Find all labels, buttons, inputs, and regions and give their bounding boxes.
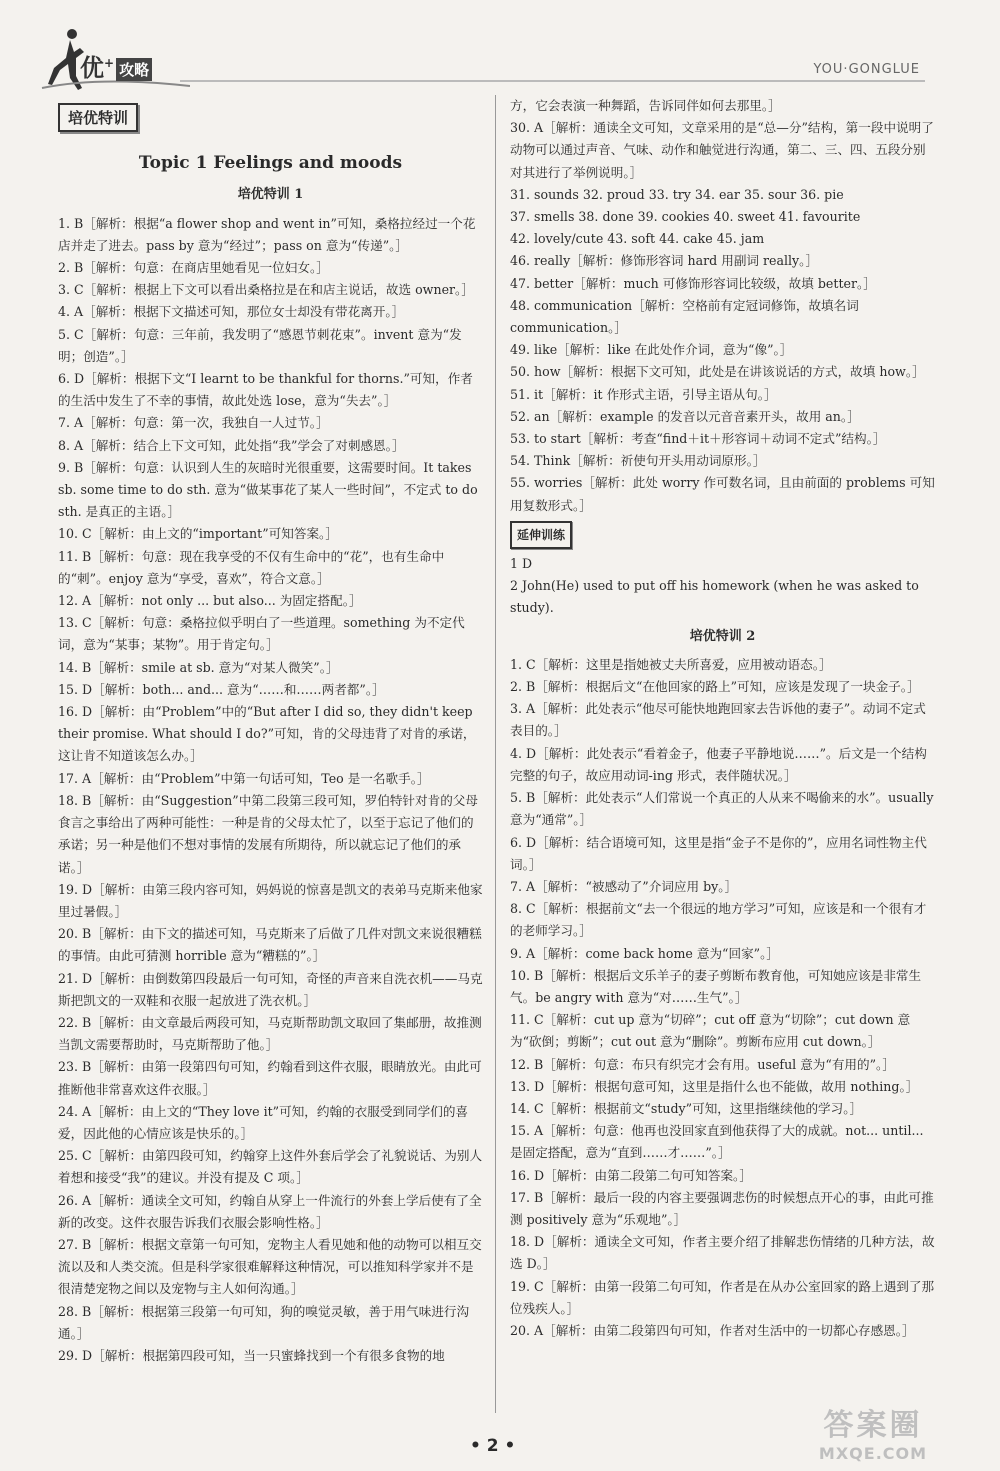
answer-item: 16. D［解析：由“Problem”中的“But after I did so, they didn't keep their promise. What should I do?”可知，肯的父母违背了对肯的承诺，这让肯不知道该怎么办。］ — [58, 704, 476, 764]
answer-item: 18. B［解析：由“Suggestion”中第二段第三段可知，罗伯特针对肯的父母食言之事给出了两种可能性：一种是肯的父母太忙了，以至于忘记了他们的承诺；另一种是他们不想对事情的发展有所期待，所以就忘记了他们的承诺。］ — [58, 792, 478, 875]
answer-item: 15. D［解析：both... and... 意为“……和……两者都”。］ — [58, 681, 385, 697]
drill2-answer-list — [510, 654, 935, 1342]
answer-item: 16. D［解析：由第二段第二句可知答案。］ — [510, 1167, 752, 1183]
answer-item: 13. C［解析：句意：桑格拉似乎明白了一些道理。something 为不定代词，意为“某事；某物”。用于肯定句。］ — [58, 615, 465, 653]
left-column — [58, 95, 483, 1367]
answer-item: 37. smells 38. done 39. cookies 40. sweet 41. favourite — [510, 209, 861, 225]
answer-item: 26. A［解析：通读全文可知，约翰自从穿上一件流行的外套上学后使有了全新的改变。这件衣服告诉我们衣服会影响性格。］ — [58, 1192, 482, 1230]
answer-item: 46. really［解析：修饰形容词 hard 用副词 really。］ — [510, 253, 819, 269]
answer-item: 6. D［解析：根据下文“I learnt to be thankful for thorns.”可知，作者的生活中发生了不幸的事情，故此处选 lose，意为“失去”。］ — [58, 371, 473, 409]
answer-item: 52. an［解析：example 的发音以元音音素开头，故用 an。］ — [510, 408, 860, 424]
answer-item: 21. D［解析：由倒数第四段最后一句可知，奇怪的声音来自洗衣机——马克斯把凯文的一双鞋和衣服一起放进了洗衣机。］ — [58, 970, 483, 1008]
answer-item: 1. B［解析：根据“a flower shop and went in”可知，桑格拉经过一个花店并走了进去。pass by 意为“经过”；pass on 意为“传递”。］ — [58, 215, 476, 253]
drill1-title: 培优特训 1 — [237, 187, 304, 203]
answer-item: 9. B［解析：句意：认识到人生的灰暗时光很重要，这需要时间。It takes sb. some time to do sth. 意为“做某事花了某人一些时间”，不定式 to do sth. 是真正的主语。］ — [58, 459, 478, 520]
answer-item: 42. lovely/cute 43. soft 44. cake 45. jam — [510, 231, 765, 247]
answer-item: 31. sounds 32. proud 33. try 34. ear 35. sour 36. pie — [510, 186, 844, 202]
watermark-title: 答案圈 — [823, 1408, 923, 1443]
answer-item: 6. D［解析：结合语境可知，这里是指“金子不是你的”，应用名词性物主代词。］ — [510, 834, 927, 872]
answer-item: 9. A［解析：come back home 意为“回家”。］ — [510, 945, 780, 961]
answer-item: 15. A［解析：句意：他再也没回家直到他获得了大的成就。not... until... 是固定搭配，意为“直到……才……”。］ — [510, 1123, 924, 1161]
answer-item: 2. B［解析：根据后文“在他回家的路上”可知，应该是发现了一块金子。］ — [510, 679, 920, 695]
answer-item: 47. better［解析：much 可修饰形容词比较级，故填 better。］ — [510, 275, 876, 291]
answer-item: 28. B［解析：根据第三段第一句可知，狗的嗅觉灵敏，善于用气味进行沟通。］ — [58, 1303, 470, 1341]
watermark — [768, 1400, 978, 1463]
extension-answer-list — [510, 553, 935, 620]
answer-item: 5. C［解析：句意：三年前，我发明了“感恩节刺花束”。invent 意为“发明；创造”。］ — [58, 326, 462, 364]
answer-item: 10. C［解析：由上文的“important”可知答案。］ — [58, 526, 338, 542]
answer-item: 20. A［解析：由第二段第四句可知，作者对生活中的一切都心存感恩。］ — [510, 1322, 915, 1338]
answer-item: 30. A［解析：通读全文可知，文章采用的是“总—分”结构，第一段中说明了动物可以通过声音、气味、动作和触觉进行沟通，第二、三、四、五段分别对其进行了举例说明。］ — [510, 120, 934, 180]
answer-item: 2. B［解析：句意：在商店里她看见一位妇女。］ — [58, 260, 329, 276]
brand-text: YOU·GONGLUE — [813, 62, 920, 77]
answer-item: 23. B［解析：由第一段第四句可知，约翰看到这件衣服，眼睛放光。由此可推断他非常喜欢这件衣服。］ — [58, 1059, 482, 1097]
topic-title: Topic 1 Feelings and moods — [138, 153, 403, 174]
extension-label: 延伸训练 — [510, 521, 572, 549]
answer-item: 49. like［解析：like 在此处作介词，意为“像”。］ — [510, 342, 793, 358]
answer-item: 17. B［解析：最后一段的内容主要强调悲伤的时候想点开心的事，由此可推测 positively 意为“乐观地”。］ — [510, 1189, 934, 1227]
answer-item: 27. B［解析：根据文章第一句可知，宠物主人看见她和他的动物可以相互交流以及和人类交流。但是科学家很难解释这种情况，可以推知科学家并不是很清楚宠物之间以及宠物与主人如何沟通。］ — [58, 1236, 482, 1297]
answer-item: 12. B［解析：句意：布只有织完才会有用。useful 意为“有用的”。］ — [510, 1056, 895, 1072]
answer-item: 3. A［解析：此处表示“他尽可能快地跑回家去告诉他的妻子”。动词不定式表目的。］ — [510, 701, 926, 739]
right-column — [510, 95, 935, 1342]
answer-item: 19. C［解析：由第一段第二句可知，作者是在从办公室回家的路上遇到了那位残疾人。］ — [510, 1278, 935, 1316]
answer-item: 1 D — [510, 556, 533, 572]
answer-item: 53. to start［解析：考查“find＋it＋形容词＋动词不定式”结构。］ — [510, 431, 886, 447]
drill1-answer-list-continued — [510, 95, 935, 517]
answer-item: 4. D［解析：此处表示“看着金子，他妻子平静地说……”。后文是一个结构完整的句子，故应用动词-ing 形式，表伴随状况。］ — [510, 745, 927, 783]
header-rule — [180, 80, 925, 82]
answer-item: 17. A［解析：由“Problem”中第一句话可知，Teo 是一名歌手。］ — [58, 770, 430, 786]
answer-item: 12. A［解析：not only ... but also... 为固定搭配。］ — [58, 593, 362, 609]
answer-item: 11. B［解析：句意：现在我享受的不仅有生命中的“花”，也有生命中的“刺”。enjoy 意为“享受，喜欢”，符合文意。］ — [58, 548, 445, 586]
answer-item: 22. B［解析：由文章最后两段可知，马克斯帮助凯文取回了集邮册，故推测当凯文需要帮助时，马克斯帮助了他。］ — [58, 1014, 482, 1053]
answer-item: 5. B［解析：此处表示“人们常说一个真正的人从来不喝偷来的水”。usually 意为“通常”。］ — [510, 790, 934, 828]
answer-item: 55. worries［解析：此处 worry 作可数名词，且由前面的 problems 可知用复数形式。］ — [510, 475, 935, 513]
answer-item: 1. C［解析：这里是指她被丈夫所喜爱，应用被动语态。］ — [510, 656, 832, 672]
answer-item: 54. Think［解析：祈使句开头用动词原形。］ — [510, 453, 766, 469]
answer-item: 14. C［解析：根据前文“study”可知，这里指继续他的学习。］ — [510, 1100, 863, 1116]
answer-item: 7. A［解析：“被感动了”介词应用 by。］ — [510, 878, 738, 894]
drill1-answer-list — [58, 213, 483, 1368]
answer-item: 18. D［解析：通读全文可知，作者主要介绍了排解悲伤情绪的几种方法，故选 D。］ — [510, 1234, 935, 1272]
answer-item: 方，它会表演一种舞蹈，告诉同伴如何去那里。］ — [510, 98, 781, 113]
answer-item: 7. A［解析：句意：第一次，我独自一人过节。］ — [58, 415, 329, 431]
answer-item: 20. B［解析：由下文的描述可知，马克斯来了后做了几件对凯文来说很糟糕的事情。由此可猜测 horrible 意为“糟糕的”。］ — [58, 926, 482, 964]
section-label: 培优特训 — [58, 103, 138, 132]
answer-item: 14. B［解析：smile at sb. 意为“对某人微笑”。］ — [58, 659, 339, 675]
answer-item: 50. how［解析：根据下文可知，此处是在讲该说话的方式，故填 how。］ — [510, 364, 925, 380]
answer-item: 2 John(He) used to put off his homework (when he was asked to study). — [510, 578, 919, 616]
logo-text: 优+ 攻略 — [80, 48, 152, 83]
answer-item: 13. D［解析：根据句意可知，这里是指什么也不能做，故用 nothing。］ — [510, 1078, 919, 1094]
answer-item: 10. B［解析：根据后文乐羊子的妻子剪断布教育他，可知她应该是非常生气。be angry with 意为“对……生气”。］ — [510, 967, 922, 1005]
watermark-url: MXQE.COM — [818, 1444, 928, 1463]
answer-item: 4. A［解析：根据下文描述可知，那位女士却没有带花离开。］ — [58, 304, 405, 320]
column-divider — [495, 95, 496, 1413]
answer-item: 24. A［解析：由上文的“They love it”可知，约翰的衣服受到同学们的喜爱，因此他的心情应该是快乐的。］ — [58, 1103, 469, 1141]
answer-item: 8. C［解析：根据前文“去一个很远的地方学习”可知，应该是和一个很有才的老师学习。］ — [510, 901, 927, 939]
answer-item: 11. C［解析：cut up 意为“切碎”；cut off 意为“切除”；cut down 意为“砍倒；剪断”；cut out 意为“删除”。剪断布应用 cut down。］ — [510, 1012, 911, 1050]
answer-item: 25. C［解析：由第四段可知，约翰穿上这件外套后学会了礼貌说话、为别人着想和接受“我”的建议。并没有提及 C 项。］ — [58, 1148, 483, 1186]
page-number: • 2 • — [470, 1436, 516, 1456]
page-header — [0, 0, 1000, 100]
answer-item: 48. communication［解析：空格前有定冠词修饰，故填名词 communication。］ — [510, 297, 859, 336]
answer-item: 29. D［解析：根据第四段可知，当一只蜜蜂找到一个有很多食物的地 — [58, 1347, 445, 1363]
logo-box: 攻略 — [116, 58, 152, 81]
drill2-title: 培优特训 2 — [689, 628, 756, 644]
answer-item: 51. it［解析：it 作形式主语，引导主语从句。］ — [510, 386, 777, 402]
answer-item: 19. D［解析：由第三段内容可知，妈妈说的惊喜是凯文的表弟马克斯来他家里过暑假。］ — [58, 881, 483, 919]
answer-item: 3. C［解析：根据上下文可以看出桑格拉是在和店主说话，故选 owner。］ — [58, 282, 474, 298]
answer-item: 8. A［解析：结合上下文可知，此处指“我”学会了对刺感恩。］ — [58, 437, 405, 453]
